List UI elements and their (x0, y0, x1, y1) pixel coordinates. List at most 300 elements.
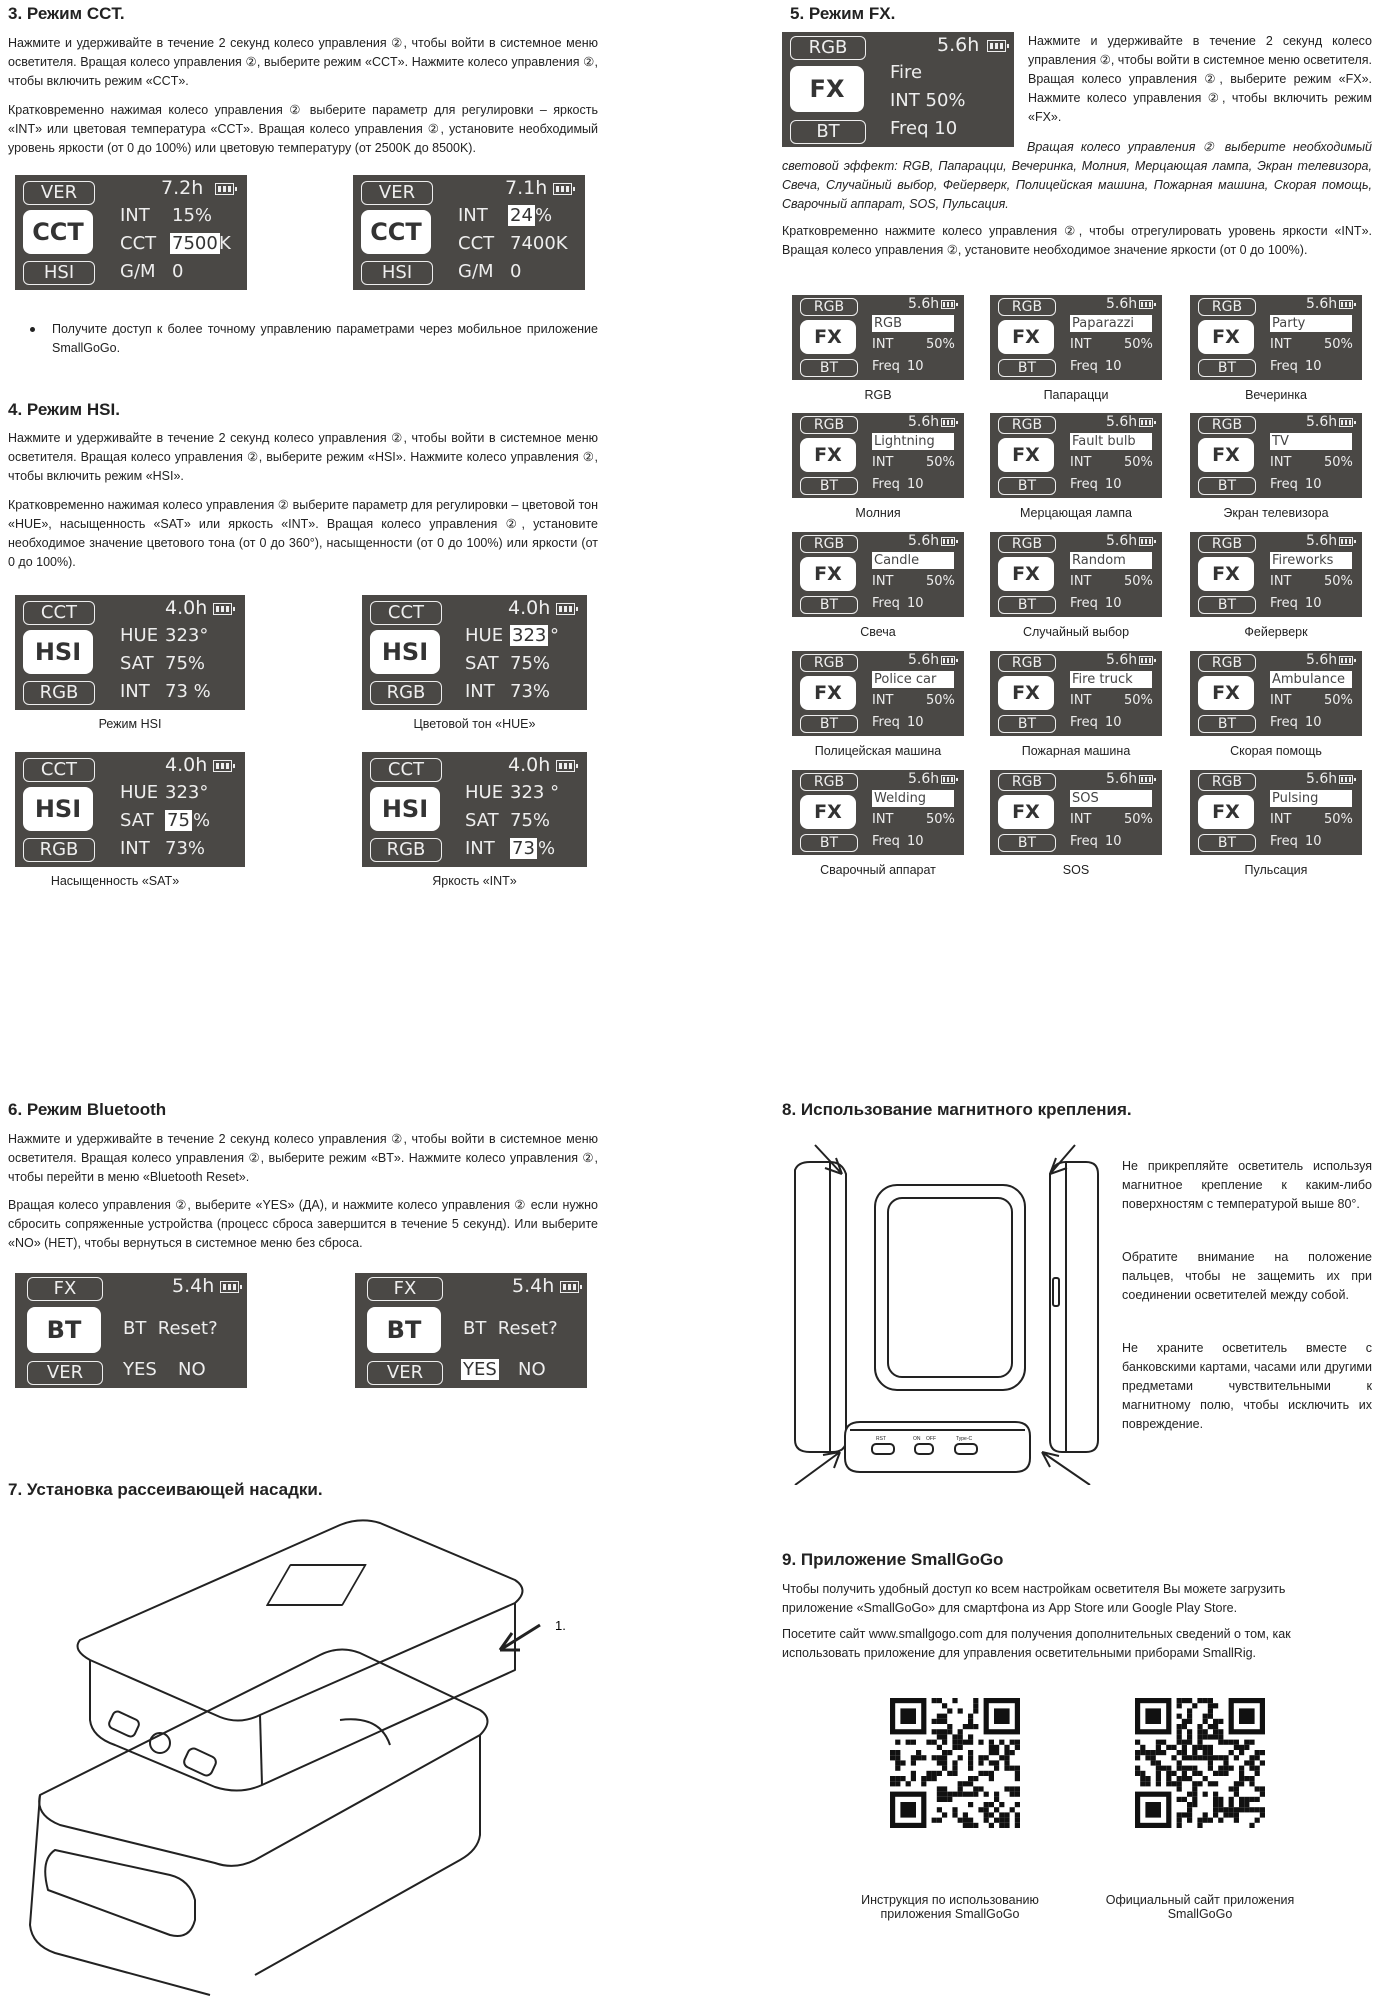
lcd-mode: FX (800, 676, 856, 710)
diffuser-step-label: 1. (555, 1618, 566, 1633)
lcd-int-value: 50% (926, 812, 955, 827)
lcd-mode: FX (998, 438, 1054, 472)
lcd-top-label: RGB (1198, 654, 1256, 672)
lcd-effect-name: Police car (872, 671, 954, 688)
fx-effect-screen (792, 770, 964, 855)
hsi-screen-4 (362, 752, 587, 867)
cct-paragraph-1: Нажмите и удерживайте в течение 2 секунд колесо управления ②, чтобы войти в системное меню осветителя. Вращая колесо управления ②, выберите режим «CCT». Нажмите колесо управления ②, чтобы включить режим «CCT». (8, 36, 598, 88)
lcd-freq-value: 10 (907, 477, 924, 492)
diffuser-heading: 7. Установка рассеивающей насадки. (8, 1480, 323, 1499)
lcd-hue-key: HUE (465, 625, 504, 646)
lcd-int-key: INT (465, 838, 495, 859)
lcd-top-label: RGB (998, 773, 1056, 791)
lcd-yes: YES (463, 1359, 497, 1380)
lcd-top-label: RGB (800, 416, 858, 434)
lcd-int-key: INT (1270, 455, 1292, 470)
lcd-freq-key: Freq (1270, 477, 1298, 492)
hsi-screen-2 (362, 595, 587, 710)
lcd-time: 5.6h (1306, 414, 1338, 430)
magnet-paragraph-2: Обратите внимание на положение пальцев, чтобы не защемить их при соединении осветителей между собой. (1122, 1250, 1372, 1302)
lcd-int-key: INT (1070, 693, 1092, 708)
lcd-bottom-label: BT (1198, 596, 1256, 614)
lcd-time: 5.6h (937, 34, 980, 56)
hsi-screen-3 (15, 752, 245, 867)
battery-icon (1339, 775, 1353, 784)
hsi-caption-4: Яркость «INT» (432, 874, 517, 888)
lcd-mode: BT (367, 1307, 441, 1353)
lcd-top-label: RGB (1198, 416, 1256, 434)
lcd-line-3-key: G/M (120, 261, 156, 282)
lcd-mode: FX (998, 795, 1054, 829)
lcd-bottom-label: BT (998, 596, 1056, 614)
battery-icon (941, 418, 955, 427)
lcd-time: 5.4h (512, 1275, 555, 1297)
lcd-top-label: CCT (23, 601, 95, 625)
cct-bullet-text: Получите доступ к более точному управлению параметрами через мобильное приложение SmallGoGo. (52, 322, 598, 355)
lcd-int-value: 50% (926, 574, 955, 589)
app-paragraph-2: Посетите сайт www.smallgogo.com для получения дополнительных сведений о том, как использовать приложение для управления осветительными приборами SmallRig. (782, 1627, 1291, 1660)
battery-icon (215, 183, 234, 195)
lcd-freq-value: 10 (1305, 359, 1322, 374)
qr-caption-manual: Инструкция по использованию приложения SmallGoGo (861, 1893, 1039, 1921)
fx-effect-screen (792, 651, 964, 736)
bt-screen-1 (15, 1273, 247, 1388)
lcd-hue-value: 323° (165, 625, 209, 646)
fx-effect-screen (792, 295, 964, 380)
hsi-caption-2 (362, 717, 587, 731)
lcd-time: 4.0h (165, 754, 208, 776)
fx-effect-caption: Вечеринка (1245, 388, 1307, 402)
lcd-mode: FX (790, 66, 864, 112)
lcd-freq-key: Freq (1070, 477, 1098, 492)
lcd-time: 5.6h (1306, 533, 1338, 549)
lcd-freq-value: 10 (1105, 834, 1122, 849)
lcd-time: 7.2h (161, 177, 204, 199)
lcd-mode: FX (800, 320, 856, 354)
lcd-freq-value: 10 (907, 596, 924, 611)
lcd-freq-key: Freq (1070, 715, 1098, 730)
lcd-top-label: RGB (1198, 298, 1256, 316)
lcd-effect-name: Ambulance (1270, 671, 1352, 688)
lcd-mode: FX (800, 438, 856, 472)
lcd-hue-value: 323 (512, 625, 547, 646)
lcd-mode: FX (1198, 438, 1254, 472)
lcd-sat-key: SAT (465, 810, 499, 831)
lcd-bottom-label: RGB (23, 838, 95, 862)
lcd-effect-name: Paparazzi (1070, 315, 1152, 332)
lcd-int-key: INT (1070, 812, 1092, 827)
lcd-freq-key: Freq (872, 834, 900, 849)
lcd-int-value: 73 (512, 838, 535, 859)
lcd-freq-key: Freq (1070, 359, 1098, 374)
lcd-time: 5.4h (172, 1275, 215, 1297)
lcd-time: 5.6h (1106, 771, 1138, 787)
lcd-sat-unit: % (193, 810, 211, 831)
lcd-freq-value: 10 (907, 359, 924, 374)
cct-screen-1 (15, 175, 247, 290)
lcd-int-value: 50% (1324, 337, 1353, 352)
lcd-effect-name: Welding (872, 790, 954, 807)
lcd-bottom-label: BT (1198, 477, 1256, 495)
battery-icon (556, 760, 575, 772)
lcd-time: 4.0h (508, 597, 551, 619)
lcd-top-label: RGB (800, 773, 858, 791)
lcd-freq-key: Freq (1270, 596, 1298, 611)
lcd-int-unit: % (538, 838, 556, 859)
lcd-int-key: INT (1270, 337, 1292, 352)
lcd-effect-name: Fire truck (1070, 671, 1152, 688)
fx-effect-screen (792, 532, 964, 617)
lcd-effect-name: Random (1070, 552, 1152, 569)
lcd-line-1-value: 15% (172, 205, 213, 226)
lcd-top-label: RGB (800, 298, 858, 316)
lcd-bottom-label: BT (800, 359, 858, 377)
lcd-time: 5.6h (1106, 414, 1138, 430)
lcd-time: 5.6h (908, 296, 940, 312)
lcd-bottom-label: BT (800, 596, 858, 614)
lcd-int-value: 50% (1324, 455, 1353, 470)
lcd-top-label: RGB (800, 654, 858, 672)
lcd-time: 5.6h (1106, 296, 1138, 312)
fx-effect-caption: Папарацци (1043, 388, 1109, 402)
lcd-top-label: CCT (23, 758, 95, 782)
app-heading: 9. Приложение SmallGoGo (782, 1550, 1004, 1569)
lcd-bottom-label: BT (998, 477, 1056, 495)
fx-effect-caption: Скорая помощь (1230, 744, 1322, 758)
lcd-time: 5.6h (1306, 771, 1338, 787)
battery-icon (220, 1281, 239, 1293)
lcd-effect-name: Lightning (872, 433, 954, 450)
battery-icon (941, 775, 955, 784)
lcd-bottom-label: RGB (370, 838, 442, 862)
battery-icon (553, 183, 572, 195)
lcd-freq-key: Freq (1070, 834, 1098, 849)
magnet-paragraph-3: Не храните осветитель вместе с банковскими картами, часами или другими предметами чувствительными к магнитному полю, чтобы исключить их повреждение. (1122, 1341, 1372, 1431)
lcd-top-label: RGB (800, 535, 858, 553)
fx-effect-caption: Свеча (860, 625, 896, 639)
lcd-int-key: INT (872, 455, 894, 470)
lcd-line-2-value: 7500 (172, 233, 218, 254)
lcd-mode: HSI (370, 630, 440, 674)
fx-effect-caption: Фейерверк (1244, 625, 1308, 639)
qr-code-manual (890, 1698, 1020, 1828)
lcd-mode: HSI (370, 787, 440, 831)
lcd-effect-name: Candle (872, 552, 954, 569)
fx-effect-caption: Случайный выбор (1022, 625, 1130, 639)
fx-effect-caption: Сварочный аппарат (820, 863, 936, 877)
lcd-hue-key: HUE (465, 782, 504, 803)
battery-icon (941, 656, 955, 665)
fx-effect-caption: RGB (864, 388, 892, 402)
lcd-time: 5.6h (908, 533, 940, 549)
lcd-freq-key: Freq (872, 596, 900, 611)
lcd-int-key: INT (1070, 337, 1092, 352)
lcd-freq-value: 10 (1305, 477, 1322, 492)
lcd-hue-value: 323 ° (510, 782, 560, 803)
lcd-sat-value: 75 (167, 810, 190, 831)
lcd-freq-value: 10 (1305, 596, 1322, 611)
lcd-top-label: RGB (998, 416, 1056, 434)
fx-effect-caption: Пожарная машина (1021, 744, 1131, 758)
arrow-icon (1042, 1452, 1090, 1485)
lcd-top-label: VER (23, 181, 95, 205)
hsi-caption-3: Насыщенность «SAT» (50, 874, 180, 888)
hsi-heading: 4. Режим HSI. (8, 400, 120, 419)
battery-icon (1139, 656, 1153, 665)
lcd-bottom-label: BT (790, 120, 866, 144)
lcd-line-2-unit: K (219, 233, 231, 254)
lcd-int-value: 50% (1324, 574, 1353, 589)
diffuser-illustration (0, 1505, 600, 2000)
battery-icon (213, 760, 232, 772)
fx-effect-screen (1190, 532, 1362, 617)
lcd-sat-value: 75% (510, 810, 551, 831)
bt-heading: 6. Режим Bluetooth (8, 1100, 167, 1119)
lcd-freq-key: Freq (872, 477, 900, 492)
lcd-bottom-label: BT (800, 715, 858, 733)
lcd-bottom-label: BT (1198, 359, 1256, 377)
lcd-no: NO (178, 1359, 206, 1380)
lcd-line-1-unit: % (535, 205, 553, 226)
lcd-yes: YES (123, 1359, 157, 1380)
lcd-bottom-label: BT (998, 834, 1056, 852)
lcd-line-1-key: INT (458, 205, 488, 226)
off-label: OFF (926, 1436, 936, 1442)
fx-effect-screen (990, 770, 1162, 855)
battery-icon (1139, 775, 1153, 784)
battery-icon (987, 40, 1006, 52)
lcd-time: 5.6h (1306, 652, 1338, 668)
lcd-int-value: 50% (926, 693, 955, 708)
lcd-top-label: RGB (1198, 535, 1256, 553)
fx-effect-screen (990, 413, 1162, 498)
lcd-time: 7.1h (505, 177, 548, 199)
lcd-int-key: INT (872, 693, 894, 708)
lcd-hue-key: HUE (120, 782, 159, 803)
lcd-top-label: VER (361, 181, 433, 205)
hsi-caption-2-text: Цветовой тон «HUE» (413, 717, 536, 731)
lcd-time: 5.6h (908, 771, 940, 787)
lcd-mode: FX (1198, 676, 1254, 710)
lcd-line-3-value: 0 (172, 261, 184, 282)
lcd-sat-value: 75% (165, 653, 206, 674)
battery-icon (1139, 418, 1153, 427)
arrow-icon (795, 1452, 840, 1485)
lcd-line-1-key: INT (120, 205, 150, 226)
lcd-mode: FX (1198, 320, 1254, 354)
qr-caption-website: Официальный сайт приложения SmallGoGo (1105, 1893, 1295, 1921)
lcd-freq-value: 10 (907, 715, 924, 730)
lcd-bottom-label: BT (800, 834, 858, 852)
battery-icon (1339, 418, 1353, 427)
lcd-sat-key: SAT (120, 653, 154, 674)
on-label: ON (913, 1436, 921, 1442)
magnet-heading: 8. Использование магнитного крепления. (782, 1100, 1132, 1119)
hsi-screen-1 (15, 595, 245, 710)
type-c-label: Type-C (956, 1436, 973, 1442)
lcd-int-key: INT (872, 574, 894, 589)
lcd-hue-key: HUE (120, 625, 159, 646)
lcd-bottom-label: VER (367, 1361, 443, 1385)
lcd-int-value: 50% (1324, 693, 1353, 708)
battery-icon (1339, 300, 1353, 309)
lcd-freq: Freq 10 (890, 118, 958, 139)
lcd-effect-name: Pulsing (1270, 790, 1352, 807)
lcd-bottom-label: HSI (23, 261, 95, 285)
lcd-int-value: 73 % (165, 681, 211, 702)
fx-effect-screen (990, 651, 1162, 736)
lcd-sat-key: SAT (120, 810, 154, 831)
lcd-time: 5.6h (1306, 296, 1338, 312)
lcd-mode: FX (998, 676, 1054, 710)
lcd-top-label: CCT (370, 601, 442, 625)
fx-effect-caption: Экран телевизора (1223, 506, 1329, 520)
battery-icon (1339, 537, 1353, 546)
lcd-freq-value: 10 (1105, 715, 1122, 730)
lcd-freq-value: 10 (1105, 359, 1122, 374)
center-device (875, 1185, 1025, 1390)
fx-effect-screen (990, 532, 1162, 617)
lcd-freq-key: Freq (872, 359, 900, 374)
lcd-int-value: 50% (1124, 455, 1153, 470)
fx-effect-caption: Мерцающая лампа (1020, 506, 1132, 520)
lcd-hue-value: 323° (165, 782, 209, 803)
lcd-int-value: 73% (165, 838, 206, 859)
fx-effect-screen (792, 413, 964, 498)
lcd-mode: FX (800, 795, 856, 829)
lcd-mode: FX (1198, 795, 1254, 829)
lcd-int-key: INT (1070, 574, 1092, 589)
app-paragraph-1: Чтобы получить удобный доступ ко всем настройкам осветителя Вы можете загрузить приложение «SmallGoGo» для смартфона из App Store или Google Play Store. (782, 1582, 1286, 1615)
lcd-freq-key: Freq (1270, 715, 1298, 730)
magnet-illustration (780, 1140, 1110, 1485)
lcd-time: 5.6h (908, 414, 940, 430)
lcd-int-key: INT (1270, 693, 1292, 708)
lcd-top-label: RGB (1198, 773, 1256, 791)
lcd-freq-key: Freq (1070, 596, 1098, 611)
bullet-dot (30, 327, 35, 332)
lcd-effect: Fire (890, 62, 923, 83)
lcd-bottom-label: RGB (370, 681, 442, 705)
lcd-reset-question: BT Reset? (123, 1318, 218, 1339)
battery-icon (1139, 300, 1153, 309)
lcd-effect-name: Fireworks (1270, 552, 1352, 569)
fx-effect-screen (1190, 651, 1362, 736)
magnet-paragraph-1: Не прикрепляйте осветитель используя магнитное крепление к каким-либо поверхностям с температурой выше 80°. (1122, 1159, 1372, 1211)
fx-main-screen (782, 32, 1014, 147)
lcd-freq-key: Freq (1270, 359, 1298, 374)
lcd-top-label: FX (367, 1277, 443, 1301)
lcd-int-key: INT (872, 812, 894, 827)
lcd-int-value: 73% (510, 681, 551, 702)
cct-screen-2 (353, 175, 585, 290)
lcd-line-3-key: G/M (458, 261, 494, 282)
lcd-freq-value: 10 (1105, 596, 1122, 611)
lcd-line-1-value: 24 (510, 205, 533, 226)
lcd-int-key: INT (1070, 455, 1092, 470)
lcd-int-key: INT (120, 681, 150, 702)
fx-effect-screen (990, 295, 1162, 380)
battery-icon (556, 603, 575, 615)
lcd-bottom-label: BT (998, 359, 1056, 377)
lcd-top-label: RGB (998, 535, 1056, 553)
lcd-int-value: 50% (1124, 574, 1153, 589)
battery-icon (1139, 537, 1153, 546)
cct-heading: 3. Режим CCT. (8, 4, 125, 23)
lcd-top-label: RGB (790, 36, 866, 60)
fx-effect-screen (1190, 770, 1362, 855)
lcd-effect-name: Fault bulb (1070, 433, 1152, 450)
lcd-time: 5.6h (908, 652, 940, 668)
lcd-int-key: INT (1270, 574, 1292, 589)
lcd-int-key: INT (872, 337, 894, 352)
battery-icon (560, 1281, 579, 1293)
lcd-time: 4.0h (508, 754, 551, 776)
lcd-top-label: RGB (998, 654, 1056, 672)
lcd-int-value: 50% (926, 455, 955, 470)
hsi-caption-1: Режим HSI (98, 717, 162, 731)
fx-paragraph-1: Нажмите и удерживайте в течение 2 секунд колесо управления ②, чтобы войти в системное меню осветителя. Вращая колесо управления ②, выберите режим «FX». Нажмите колесо управления ②, чтобы включить режим «FX». (1028, 34, 1372, 124)
lcd-effect-name: SOS (1070, 790, 1152, 807)
cct-paragraph-2: Кратковременно нажимая колесо управления ② выберите параметр для регулировки – яркость «INT» или цветовая температура «CCT». Вращая колесо управления ②, установите необходимый уровень яркости (от 0 до 100%) или цветовую температуру (от 2500K до 8500K). (8, 103, 598, 155)
lcd-bottom-label: RGB (23, 681, 95, 705)
lcd-bottom-label: BT (998, 715, 1056, 733)
lcd-freq-value: 10 (907, 834, 924, 849)
lcd-sat-value: 75% (510, 653, 551, 674)
lcd-mode: CCT (23, 210, 93, 254)
fx-effect-caption: Пульсация (1244, 863, 1308, 877)
fx-effect-screen (1190, 295, 1362, 380)
lcd-line-2-key: CCT (458, 233, 495, 254)
fx-paragraph-2: Вращая колесо управления ② выберите необходимый световой эффект: RGB, Папарацци, Вечеринка, Молния, Мерцающая лампа, Экран телевизора, Свеча, Случайный выбор, Фейерверк, Полицейская машина, Пожарная машина, Скорая помощь, Сварочный аппарат, SOS, Пульсация. (782, 140, 1372, 211)
lcd-top-label: FX (27, 1277, 103, 1301)
fx-effect-caption: Полицейская машина (814, 744, 942, 758)
lcd-bottom-label: BT (800, 477, 858, 495)
bt-paragraph-1: Нажмите и удерживайте в течение 2 секунд колесо управления ②, чтобы войти в системное меню осветителя. Вращая колесо управления ②, выберите режим «BT». Нажмите колесо управления ②, чтобы перейти в меню «Bluetooth Reset». (8, 1132, 598, 1184)
fx-paragraph-3: Кратковременно нажмите колесо управления ②, чтобы отрегулировать уровень яркости «INT». Вращая колесо управления ②, установите необходимое значение яркости (от 0 до 100%). (782, 224, 1372, 257)
lcd-mode: BT (27, 1307, 101, 1353)
lcd-top-label: RGB (998, 298, 1056, 316)
lcd-hue-unit: ° (550, 625, 559, 646)
lcd-mode: FX (800, 557, 856, 591)
rst-label: RST (876, 1436, 886, 1442)
battery-icon (941, 537, 955, 546)
arrow-icon (500, 1625, 540, 1650)
lcd-int-key: INT (120, 838, 150, 859)
lcd-effect-name: Party (1270, 315, 1352, 332)
lcd-int-value: 50% (1124, 693, 1153, 708)
lcd-mode: CCT (361, 210, 431, 254)
lcd-mode: FX (1198, 557, 1254, 591)
lcd-bottom-label: BT (1198, 715, 1256, 733)
lcd-sat-key: SAT (465, 653, 499, 674)
lcd-int-key: INT (465, 681, 495, 702)
lcd-time: 5.6h (1106, 652, 1138, 668)
fx-effect-screen (1190, 413, 1362, 498)
lcd-freq-key: Freq (872, 715, 900, 730)
qr-code-website (1135, 1698, 1265, 1828)
hsi-paragraph-1: Нажмите и удерживайте в течение 2 секунд колесо управления ②, чтобы войти в системное меню осветителя. Вращая колесо управления ②, выберите режим «HSI». Нажмите колесо управления ②, чтобы включить режим «HSI». (8, 431, 598, 483)
lcd-freq-value: 10 (1305, 715, 1322, 730)
lcd-mode: HSI (23, 787, 93, 831)
lcd-int-key: INT (1270, 812, 1292, 827)
lcd-bottom-label: VER (27, 1361, 103, 1385)
bt-paragraph-2: Вращая колесо управления ②, выберите «YES» (ДА), и нажмите колесо управления ② если нужно сбросить сопряженные устройства (процесс сброса завершится в течение 5 секунд). Или выберите «NO» (НЕТ), чтобы вернуться в системное меню без сброса. (8, 1198, 598, 1250)
battery-icon (941, 300, 955, 309)
lcd-bottom-label: HSI (361, 261, 433, 285)
lcd-int-value: 50% (1324, 812, 1353, 827)
lcd-bottom-label: BT (1198, 834, 1256, 852)
